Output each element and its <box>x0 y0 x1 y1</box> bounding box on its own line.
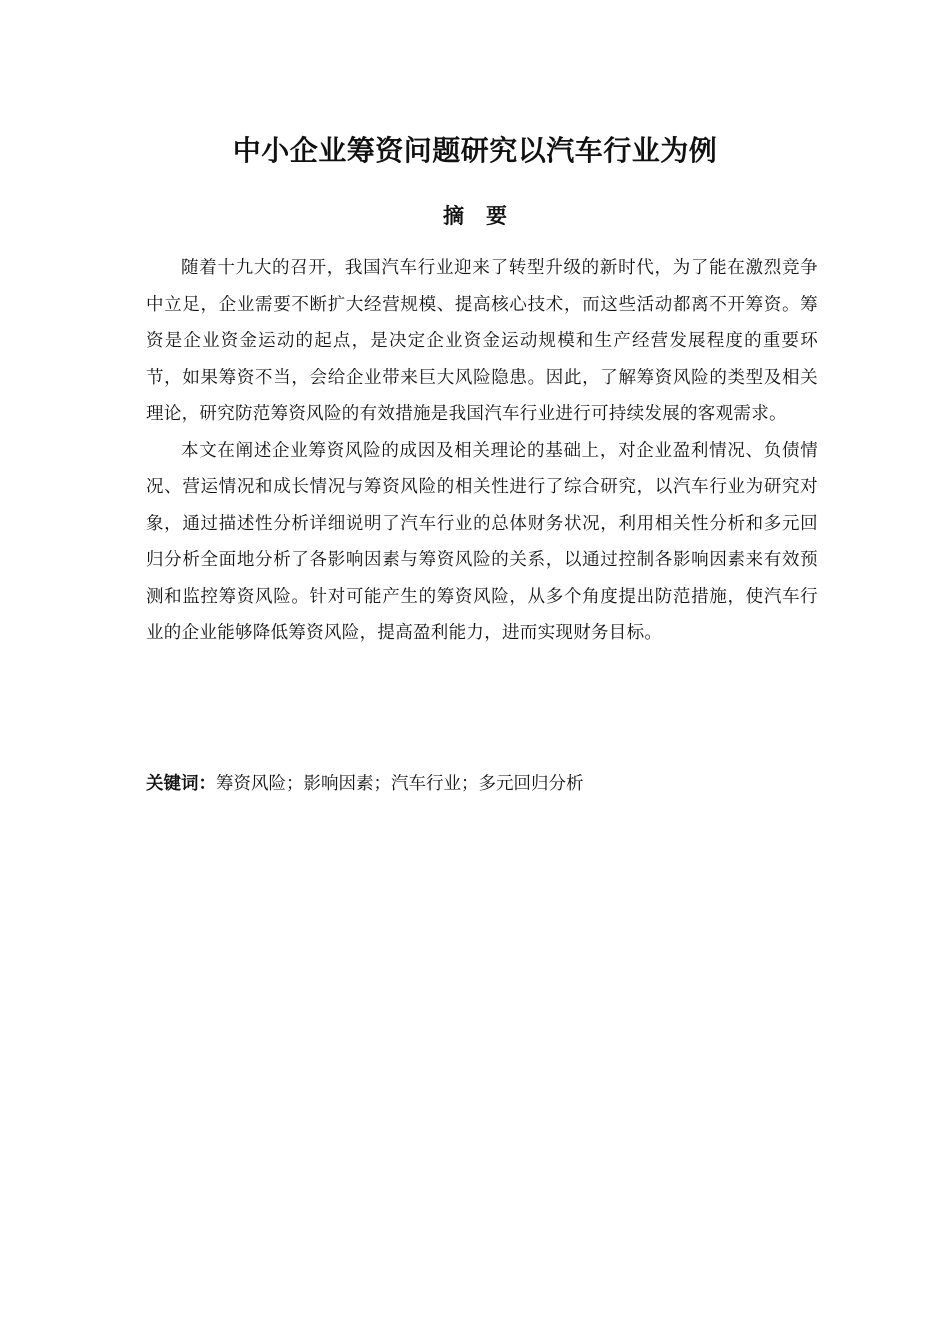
document-title: 中小企业筹资问题研究以汽车行业为例 <box>232 134 718 167</box>
abstract-paragraph-2: 本文在阐述企业筹资风险的成因及相关理论的基础上，对企业盈利情况、负债情况、营运情况和成长情况与筹资风险的相关性进行了综合研究，以汽车行业为研究对象，通过描述性分析详细说明了汽车行业的总体财务状况，利用相关性分析和多元回归分析全面地分析了各影响因素与筹资风险的关系，以通过控制各影响因素来有效预测和监控筹资风险。针对可能产生的筹资风险，从多个角度提出防范措施，使汽车行业的企业能够降低筹资风险，提高盈利能力，进而实现财务目标。 <box>146 440 818 643</box>
keywords-line <box>146 768 818 800</box>
abstract-heading: 摘要 <box>443 204 529 228</box>
abstract-body <box>146 250 818 652</box>
keywords-label: 关键词： <box>146 774 216 794</box>
abstract-paragraph-1: 随着十九大的召开，我国汽车行业迎来了转型升级的新时代，为了能在激烈竞争中立足，企业需要不断扩大经营规模、提高核心技术，而这些活动都离不开筹资。筹资是企业资金运动的起点，是决定企业资金运动规模和生产经营发展程度的重要环节，如果筹资不当，会给企业带来巨大风险隐患。因此，了解筹资风险的类型及相关理论，研究防范筹资风险的有效措施是我国汽车行业进行可持续发展的客观需求。 <box>146 258 818 424</box>
keywords-text: 筹资风险；影响因素；汽车行业；多元回归分析 <box>216 774 584 794</box>
